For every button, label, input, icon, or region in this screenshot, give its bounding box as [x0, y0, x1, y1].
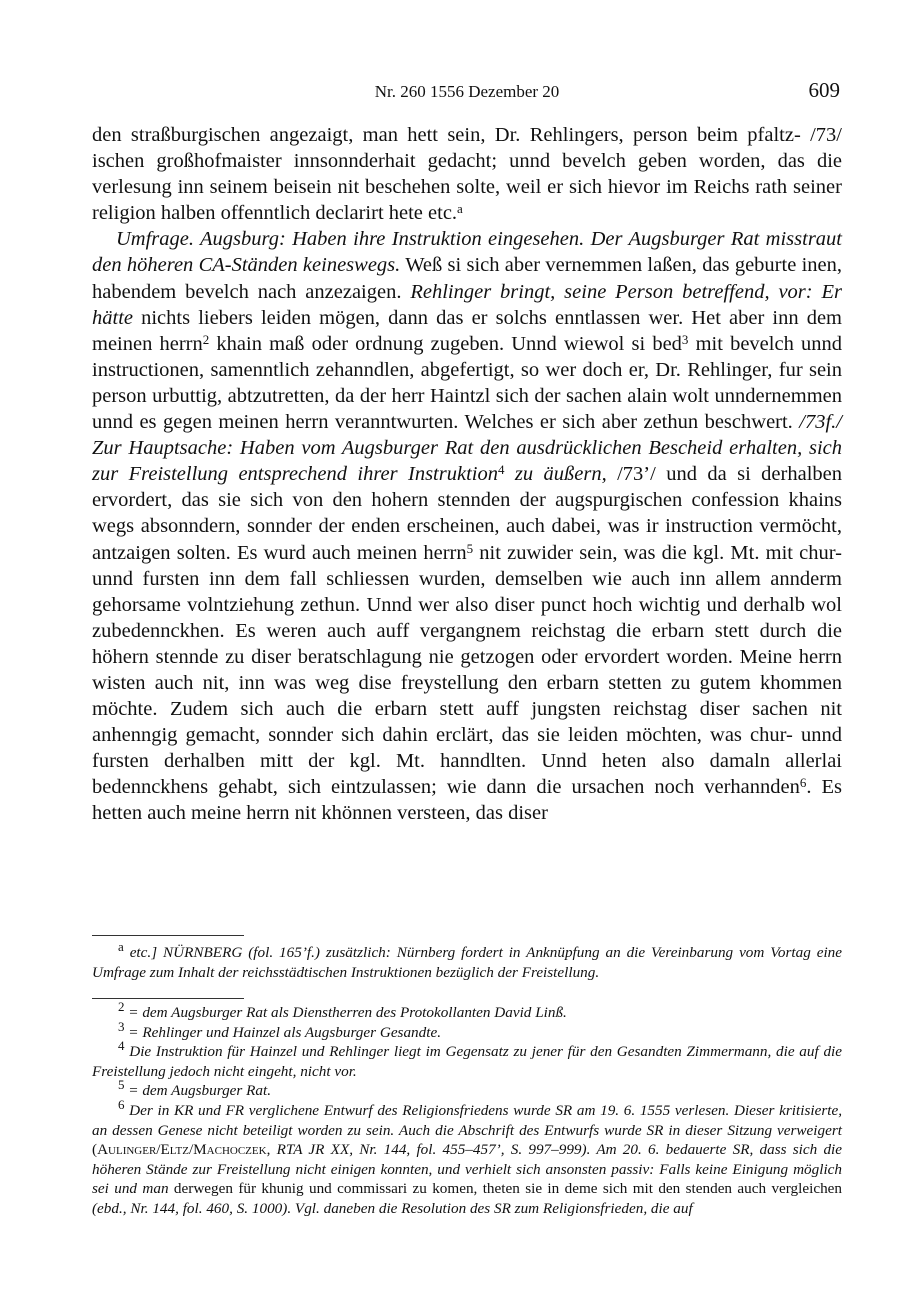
- text-run: Weß si sich aber vernemmen laßen, das geburte inen, habendem bevelch nach anzezaigen.: [92, 254, 842, 303]
- text-run: nit zuwider sein, was die kgl. Mt. mit chur- unnd fursten inn dem fall schliessen wurden, demselben wie auch inn allem annderm gehorsame volntziehung zethun. Unnd wer also diser punct hoch wichtig und derhalb wol zubedennckhen. Es weren auch auff vergangnem reichstag die erbarn stett durch die höhern stennde zu diser beratschlagung nie getzogen oder ervordert worden. Meine herrn wisten auch nit, inn was weg dise freystellung den erbarn stetten zu gutem khommen möchte. Zudem sich auch die erbarn stett auff jungsten reichstag diser sachen nit anhenngig gemacht, sonnder sich dahin erclärt, das sie leiden möchten, was chur- unnd fursten derhalben mitt der kgl. Mt. hanndlten. Unnd heten also damaln allerlai bedennckhens gehabt, sich eintzulassen; wie dann die ursachen noch verhannden: [92, 541, 842, 799]
- textual-note-text: etc.] NÜRNBERG (fol. 165’f.) zusätzlich: Nürnberg fordert in Anknüpfung an die Vereinbarung vom Vortag eine Umfrage zum Inhalt der reichsstädtischen Instruktionen bezüglich der Freistellung.: [92, 944, 842, 981]
- footnote-4: [92, 1038, 842, 1081]
- footnote-text: = dem Augsburger Rat.: [124, 1082, 272, 1100]
- footnote-text: = dem Augsburger Rat als Dienstherren des Protokollanten David Linß.: [124, 1004, 567, 1021]
- footnote-text: Der in KR und FR verglichene Entwurf des Religionsfriedens wurde SR am 19. 6. 1555 verlesen. Dieser kritisierte, an dessen Genese nicht beteiligt worden zu sein. Auch die Abschrift des Entwurfs wurde SR in dieser Sitzung verweigert: [92, 1101, 842, 1139]
- text-run: /73’/ und da si derhalben ervordert, das sie sich von den hohern stennden der augspurgischen confession khains wegs absonndern, sonnder der enden erscheinen, auch dabei, was ir instruction vermöcht, antzaigen solten. Es wurd auch meinen herrn: [92, 463, 843, 564]
- page-number: 609: [808, 78, 840, 102]
- textual-notes: [92, 939, 842, 982]
- footnote-2: [92, 999, 842, 1023]
- editorial-summary: /73f./ Zur Hauptsache: Haben vom Augsburger Rat den ausdrücklichen Bescheid erhalten, sich zur Freistellung entsprechend ihrer Instruktion: [92, 411, 842, 486]
- footnote-6: [92, 1096, 842, 1219]
- footnote-text: derwegen für khunig und commissari zu komen, theten sie in deme sich mit den stenden auch vergleichen: [168, 1180, 842, 1198]
- footnote-text: (: [92, 1141, 98, 1159]
- textual-note-marker: a: [457, 201, 463, 217]
- footnote-marker: 6: [799, 775, 807, 791]
- textual-note-a: [92, 939, 842, 982]
- footnote-marker: 4: [497, 462, 505, 478]
- footnote-number: 6: [118, 1096, 125, 1112]
- running-title: Nr. 260 1556 Dezember 20: [374, 82, 560, 101]
- footnotes-rule: [92, 998, 244, 999]
- main-text: [92, 122, 842, 827]
- text-run: khain maß oder ordnung zugeben. Unnd wiewol si bed: [209, 332, 682, 355]
- footnote-marker: 2: [202, 331, 210, 347]
- paragraph-1: [92, 122, 842, 226]
- text-run: nichts liebers leiden mögen, dann das er solchs enntlassen wer. Het aber inn dem meinen herrn: [92, 306, 842, 355]
- footnotes: [92, 999, 842, 1219]
- footnote-number: 2: [118, 999, 125, 1014]
- editorial-summary: Rehlinger bringt, seine Person betreffend, vor: Er hätte: [92, 280, 842, 329]
- textual-note-number: a: [118, 939, 124, 954]
- footnote-5: [92, 1077, 842, 1101]
- footnote-text: ,: [266, 1141, 277, 1159]
- editorial-summary: Umfrage. Augsburg: Haben ihre Instruktion eingesehen. Der Augsburger Rat misstraut den höheren CA-Ständen keineswegs.: [92, 228, 842, 277]
- editorial-summary: zu äußern,: [504, 463, 607, 486]
- footnote-number: 3: [118, 1018, 125, 1034]
- textual-notes-rule: [92, 935, 244, 936]
- footnote-text: = Rehlinger und Hainzel als Augsburger Gesandte.: [124, 1023, 442, 1041]
- text-run: . Es hetten auch meine herrn nit khönnen versteen, das diser: [92, 776, 842, 825]
- paragraph-1-text: den straßburgischen angezaigt, man hett sein, Dr. Rehlingers, person beim pfaltz- /73/ ischen großhofmaister innsonnderhait gedacht; unnd bevelch geben worden, das die verlesung inn seinem beisein nit beschehen solte, weil er sich hievor im Reichs rath seiner religion halben offenntlich declarirt hete etc.: [92, 124, 842, 225]
- footnote-text: Die Instruktion für Hainzel und Rehlinger liegt im Gegensatz zu jener für den Gesandten Zimmermann, die auf die Freistellung jedoch nicht eingeht, nicht vor.: [92, 1043, 842, 1080]
- footnote-marker: 5: [466, 540, 474, 556]
- footnote-3: [92, 1018, 842, 1043]
- page-header: [92, 78, 842, 108]
- footnote-marker: 3: [681, 331, 689, 347]
- footnote-number: 5: [118, 1077, 125, 1093]
- paragraph-2: [92, 226, 842, 826]
- text-run: mit bevelch unnd instructionen, samenntlich zehanndlen, abgefertigt, so wer doch er, Dr. Rehlinger, fur sein person urbuttig, abtzutretten, da der herr Haintzl sich der sachen alain wolt unndernemmen unnd es gegen meinen herrn veranntwurten. Welches er sich aber zethun beschwert.: [92, 332, 842, 434]
- footnote-text: RTA JR XX, Nr. 144, fol. 455–457’, S. 997–999). Am 20. 6. bedauerte SR, dass sich die höheren Stände zur Freistellung nicht einigen konnten, und verhielt sich ansonsten passiv: Falls keine Einigung möglich sei und man: [92, 1141, 842, 1198]
- footnote-number: 4: [118, 1038, 125, 1054]
- citation-authors: Aulinger/Eltz/Machoczek: [97, 1141, 267, 1159]
- footnote-text: (ebd., Nr. 144, fol. 460, S. 1000). Vgl. daneben die Resolution des SR zum Religionsfrieden, die auf: [92, 1199, 693, 1217]
